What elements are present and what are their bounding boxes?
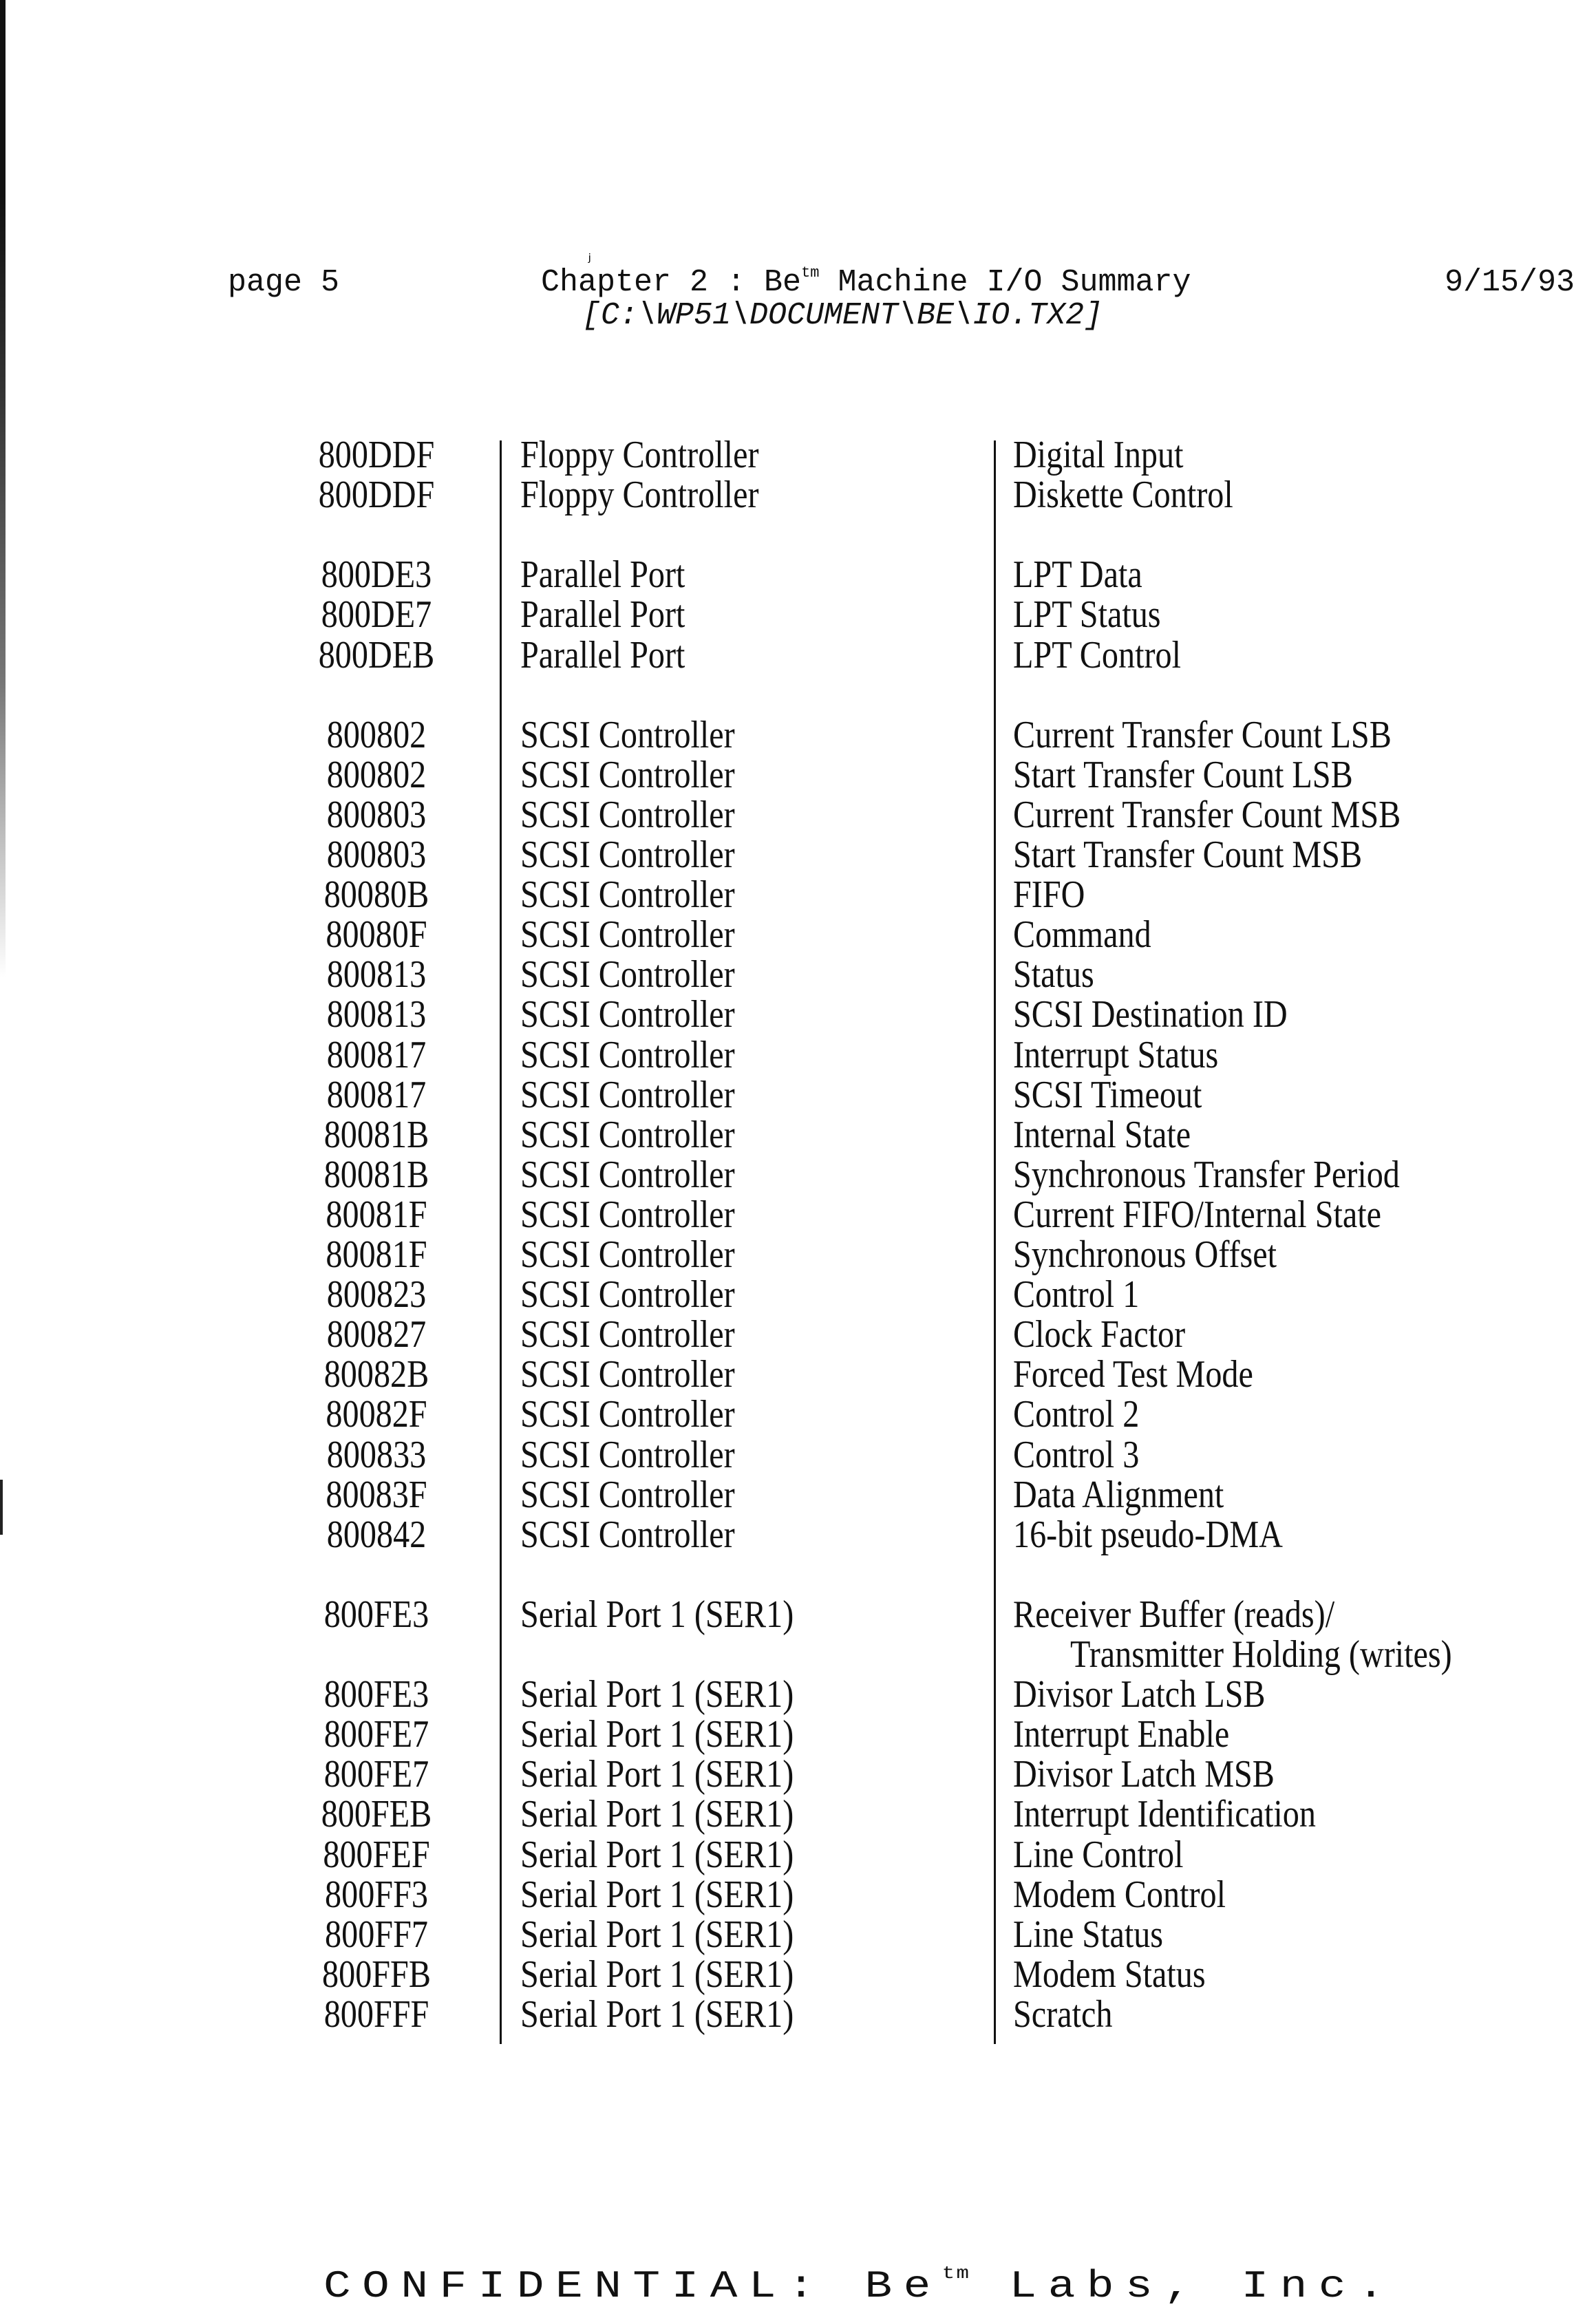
address-cell: 80081F — [326, 1233, 427, 1276]
address-cell: 800DEB — [318, 633, 435, 677]
device-cell: Parallel Port — [520, 633, 685, 677]
address-cell: 800DDF — [318, 434, 435, 476]
address-cell: 800827 — [326, 1313, 427, 1356]
device-cell: Parallel Port — [520, 593, 685, 637]
device-cell: SCSI Controller — [520, 1113, 735, 1156]
device-cell: SCSI Controller — [520, 873, 735, 917]
device-cell: SCSI Controller — [520, 1473, 735, 1516]
table-row — [0, 1394, 1596, 1434]
table-row — [0, 1035, 1596, 1075]
table-row — [0, 1674, 1596, 1714]
table-row — [0, 1994, 1596, 2034]
device-cell: SCSI Controller — [520, 1433, 735, 1476]
address-cell: 800817 — [326, 1033, 427, 1076]
table-row — [0, 1315, 1596, 1354]
device-cell: SCSI Controller — [520, 793, 735, 836]
address-cell: 800817 — [326, 1073, 427, 1116]
device-cell: Serial Port 1 (SER1) — [520, 1952, 794, 1996]
device-cell: SCSI Controller — [520, 1233, 735, 1276]
register-cell: Clock Factor — [1013, 1313, 1186, 1356]
chapter-title — [541, 264, 1191, 300]
table-row — [0, 1515, 1596, 1555]
document-date: 9/15/93 — [1445, 265, 1575, 300]
register-cell: FIFO — [1013, 873, 1085, 917]
device-cell: Serial Port 1 (SER1) — [520, 1713, 794, 1756]
table-row — [0, 1354, 1596, 1394]
table-row — [0, 1075, 1596, 1115]
table-row — [0, 1595, 1596, 1635]
register-cell: Line Status — [1013, 1913, 1164, 1956]
table-row — [0, 835, 1596, 875]
address-cell: 800833 — [326, 1433, 427, 1476]
address-cell: 80083F — [326, 1473, 427, 1516]
device-cell: SCSI Controller — [520, 1353, 735, 1396]
address-cell: 800802 — [326, 753, 427, 796]
device-cell: SCSI Controller — [520, 1273, 735, 1317]
register-cell: Modem Control — [1013, 1873, 1226, 1916]
register-cell: LPT Control — [1013, 633, 1181, 677]
table-row — [0, 915, 1596, 955]
register-cell: SCSI Timeout — [1013, 1073, 1202, 1116]
device-cell: Serial Port 1 (SER1) — [520, 1593, 794, 1636]
device-cell: Serial Port 1 (SER1) — [520, 1873, 794, 1916]
device-cell: SCSI Controller — [520, 913, 735, 957]
address-cell: 800813 — [326, 993, 427, 1036]
register-cell: 16-bit pseudo-DMA — [1013, 1513, 1283, 1556]
table-row — [0, 953, 1596, 997]
device-cell: Floppy Controller — [520, 473, 759, 517]
table-row — [0, 1235, 1596, 1275]
address-cell: 80080B — [323, 873, 429, 917]
table-row — [0, 755, 1596, 795]
table-row — [0, 994, 1596, 1034]
register-cell: Divisor Latch LSB — [1013, 1673, 1266, 1716]
address-cell: 800DE7 — [321, 593, 432, 637]
table-row — [0, 1275, 1596, 1315]
address-cell: 800FF3 — [325, 1873, 428, 1916]
address-cell: 800842 — [326, 1513, 427, 1556]
register-cell: Start Transfer Count MSB — [1013, 833, 1363, 876]
handwritten-mark: ⱼ — [584, 246, 595, 266]
table-row — [0, 595, 1596, 635]
address-cell: 800FEB — [321, 1793, 432, 1836]
register-cell: Interrupt Enable — [1013, 1713, 1230, 1756]
address-cell: 800FFB — [322, 1952, 431, 1996]
device-cell: Floppy Controller — [520, 434, 759, 476]
table-row — [0, 1435, 1596, 1475]
register-cell: Control 2 — [1013, 1393, 1140, 1436]
device-cell: SCSI Controller — [520, 1393, 735, 1436]
address-cell: 800FFF — [323, 1992, 429, 2036]
device-cell: Serial Port 1 (SER1) — [520, 1793, 794, 1836]
trademark-mark: tm — [941, 2263, 971, 2284]
chapter-title-suffix: Machine I/O Summary — [819, 265, 1191, 300]
device-cell: Serial Port 1 (SER1) — [520, 1992, 794, 2036]
address-cell: 800803 — [326, 833, 427, 876]
register-cell: Line Control — [1013, 1833, 1184, 1876]
register-cell: Control 3 — [1013, 1433, 1140, 1476]
table-row — [0, 1952, 1596, 1996]
table-row — [0, 475, 1596, 515]
device-cell: Serial Port 1 (SER1) — [520, 1673, 794, 1716]
chapter-title-prefix: Chapter 2 : Be — [541, 265, 802, 300]
register-cell: Digital Input — [1013, 434, 1184, 476]
table-row — [0, 555, 1596, 595]
file-path: [C:\WP51\DOCUMENT\BE\IO.TX2] — [582, 298, 1103, 333]
device-cell: SCSI Controller — [520, 1513, 735, 1556]
device-cell: SCSI Controller — [520, 753, 735, 796]
device-cell: SCSI Controller — [520, 1193, 735, 1236]
footer-prefix: CONFIDENTIAL: Be — [323, 2264, 942, 2308]
register-cell: Modem Status — [1013, 1952, 1206, 1996]
table-row — [0, 1794, 1596, 1834]
address-cell: 800FE7 — [323, 1713, 429, 1756]
register-cell: Divisor Latch MSB — [1013, 1753, 1275, 1796]
register-cell: Current FIFO/Internal State — [1013, 1193, 1382, 1236]
register-cell: Command — [1013, 913, 1151, 957]
address-cell: 800DDF — [318, 473, 435, 517]
register-cell: Current Transfer Count MSB — [1013, 793, 1401, 836]
table-row — [0, 435, 1596, 475]
address-cell: 80082B — [323, 1353, 429, 1396]
table-row — [0, 1155, 1596, 1195]
device-cell: SCSI Controller — [520, 713, 735, 756]
address-cell: 80080F — [326, 913, 427, 957]
device-cell: SCSI Controller — [520, 993, 735, 1036]
device-cell: Serial Port 1 (SER1) — [520, 1913, 794, 1956]
address-cell: 800FE7 — [323, 1753, 429, 1796]
register-cell: Interrupt Identification — [1013, 1793, 1316, 1836]
address-cell: 800DE3 — [321, 553, 432, 597]
table-row — [0, 635, 1596, 675]
register-cell: Interrupt Status — [1013, 1033, 1219, 1076]
footer-suffix: Labs, Inc. — [970, 2264, 1396, 2308]
register-cell: Transmitter Holding (writes) — [1070, 1633, 1452, 1676]
device-cell: Serial Port 1 (SER1) — [520, 1753, 794, 1796]
table-row — [0, 1915, 1596, 1955]
table-row — [0, 1754, 1596, 1794]
address-cell: 80081F — [326, 1193, 427, 1236]
address-cell: 800FEF — [323, 1833, 430, 1876]
address-cell: 800823 — [326, 1273, 427, 1317]
register-cell: Synchronous Offset — [1013, 1233, 1277, 1276]
table-row — [0, 1475, 1596, 1515]
address-cell: 800FF7 — [325, 1913, 428, 1956]
address-cell: 80081B — [323, 1153, 429, 1196]
register-cell: Start Transfer Count LSB — [1013, 753, 1353, 796]
confidential-footer — [323, 2264, 1396, 2308]
device-cell: SCSI Controller — [520, 1073, 735, 1116]
register-cell: Synchronous Transfer Period — [1013, 1153, 1400, 1196]
address-cell: 800FE3 — [323, 1673, 429, 1716]
address-cell: 80082F — [326, 1393, 427, 1436]
table-row — [0, 715, 1596, 755]
register-cell: LPT Data — [1013, 553, 1142, 597]
device-cell: SCSI Controller — [520, 1313, 735, 1356]
address-cell: 800802 — [326, 713, 427, 756]
device-cell: Parallel Port — [520, 553, 685, 597]
address-cell: 800813 — [326, 953, 427, 997]
register-cell: Internal State — [1013, 1113, 1191, 1156]
register-cell: Current Transfer Count LSB — [1013, 713, 1392, 756]
register-cell: LPT Status — [1013, 593, 1161, 637]
device-cell: SCSI Controller — [520, 833, 735, 876]
table-row — [0, 1714, 1596, 1754]
address-cell: 800803 — [326, 793, 427, 836]
device-cell: Serial Port 1 (SER1) — [520, 1833, 794, 1876]
register-cell: SCSI Destination ID — [1013, 993, 1288, 1036]
address-cell: 800FE3 — [323, 1593, 429, 1636]
table-row — [0, 1835, 1596, 1875]
table-row — [0, 1195, 1596, 1235]
register-cell: Data Alignment — [1013, 1473, 1224, 1516]
table-row — [0, 1875, 1596, 1915]
table-row — [0, 875, 1596, 915]
page-number: page 5 — [228, 265, 340, 300]
address-cell: 80081B — [323, 1113, 429, 1156]
table-row — [0, 1115, 1596, 1155]
table-row — [0, 795, 1596, 835]
register-cell: Status — [1013, 953, 1094, 997]
table-row — [0, 1635, 1596, 1674]
device-cell: SCSI Controller — [520, 953, 735, 997]
register-cell: Forced Test Mode — [1013, 1353, 1253, 1396]
device-cell: SCSI Controller — [520, 1033, 735, 1076]
device-cell: SCSI Controller — [520, 1153, 735, 1196]
trademark-mark: tm — [801, 264, 820, 281]
register-cell: Scratch — [1013, 1992, 1113, 2036]
register-cell: Control 1 — [1013, 1273, 1140, 1317]
register-cell: Diskette Control — [1013, 473, 1233, 517]
register-cell: Receiver Buffer (reads)/ — [1013, 1593, 1335, 1636]
